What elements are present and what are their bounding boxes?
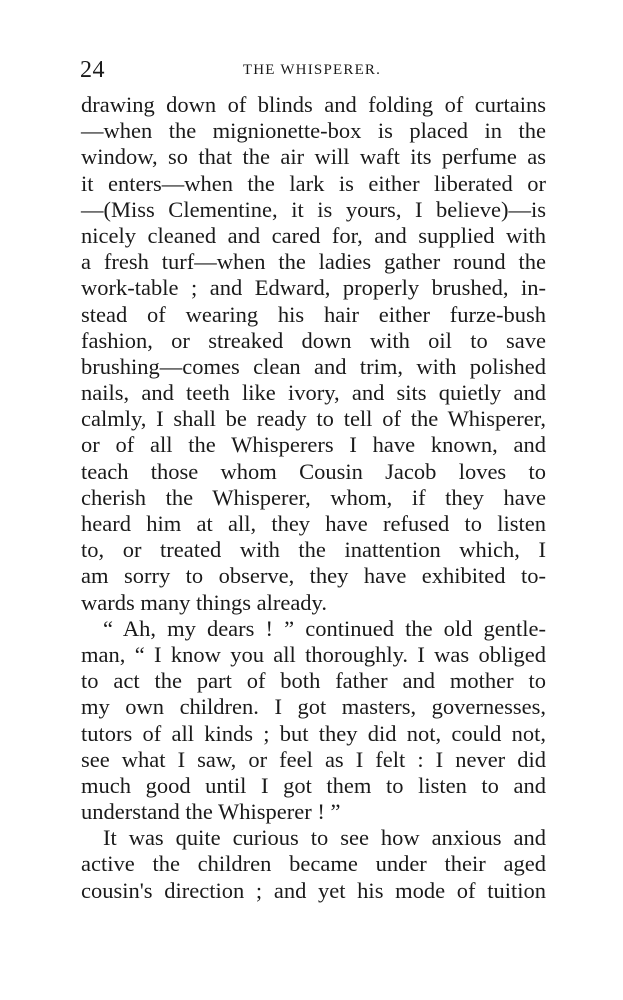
text-line: a fresh turf—when the ladies gather round the: [81, 249, 546, 275]
text-line: cousin's direction ; and yet his mode of tuition: [81, 877, 546, 903]
text-line: “ Ah, my dears ! ” continued the old gentle-: [103, 615, 546, 641]
running-title: THE WHISPERER.: [242, 62, 382, 78]
text-line: or of all the Whisperers I have known, and: [81, 432, 546, 458]
text-line: calmly, I shall be ready to tell of the Whisperer,: [81, 406, 546, 432]
text-line: it enters—when the lark is either liberated or: [81, 170, 546, 196]
text-line: my own children. I got masters, governesses,: [81, 694, 546, 720]
text-line: teach those whom Cousin Jacob loves to: [81, 458, 546, 484]
text-line: brushing—comes clean and trim, with polished: [81, 353, 546, 379]
text-line: understand the Whisperer ! ”: [81, 799, 341, 825]
body-text: [81, 92, 546, 904]
text-line: nicely cleaned and cared for, and supplied with: [81, 222, 546, 248]
text-line: see what I saw, or feel as I felt : I never did: [81, 746, 546, 772]
text-line: cherish the Whisperer, whom, if they have: [81, 484, 546, 510]
text-line: stead of wearing his hair either furze-bush: [81, 301, 546, 327]
text-line: window, so that the air will waft its perfume as: [81, 144, 546, 170]
text-line: heard him at all, they have refused to listen: [81, 511, 546, 536]
text-line: fashion, or streaked down with oil to save: [81, 327, 546, 353]
text-line: wards many things already.: [81, 589, 327, 615]
text-line: man, “ I know you all thoroughly. I was obliged: [81, 641, 546, 667]
text-line: to act the part of both father and mother to: [81, 668, 546, 694]
text-line: drawing down of blinds and folding of curtains: [81, 92, 546, 117]
text-line: —when the mignionette-box is placed in the: [81, 118, 546, 144]
text-line: active the children became under their aged: [81, 851, 546, 877]
text-line: am sorry to observe, they have exhibited to-: [81, 563, 546, 589]
text-line: to, or treated with the inattention which, I: [81, 537, 546, 563]
page-number: 24: [80, 57, 105, 83]
text-line: It was quite curious to see how anxious and: [103, 825, 546, 851]
page-header: [80, 56, 544, 84]
text-line: tutors of all kinds ; but they did not, could not,: [81, 720, 546, 746]
text-line: nails, and teeth like ivory, and sits quietly and: [81, 380, 546, 406]
text-line: much good until I got them to listen to and: [81, 772, 546, 798]
text-line: —(Miss Clementine, it is yours, I believe)—is: [81, 196, 546, 222]
text-line: work-table ; and Edward, properly brushed, in-: [81, 275, 546, 301]
